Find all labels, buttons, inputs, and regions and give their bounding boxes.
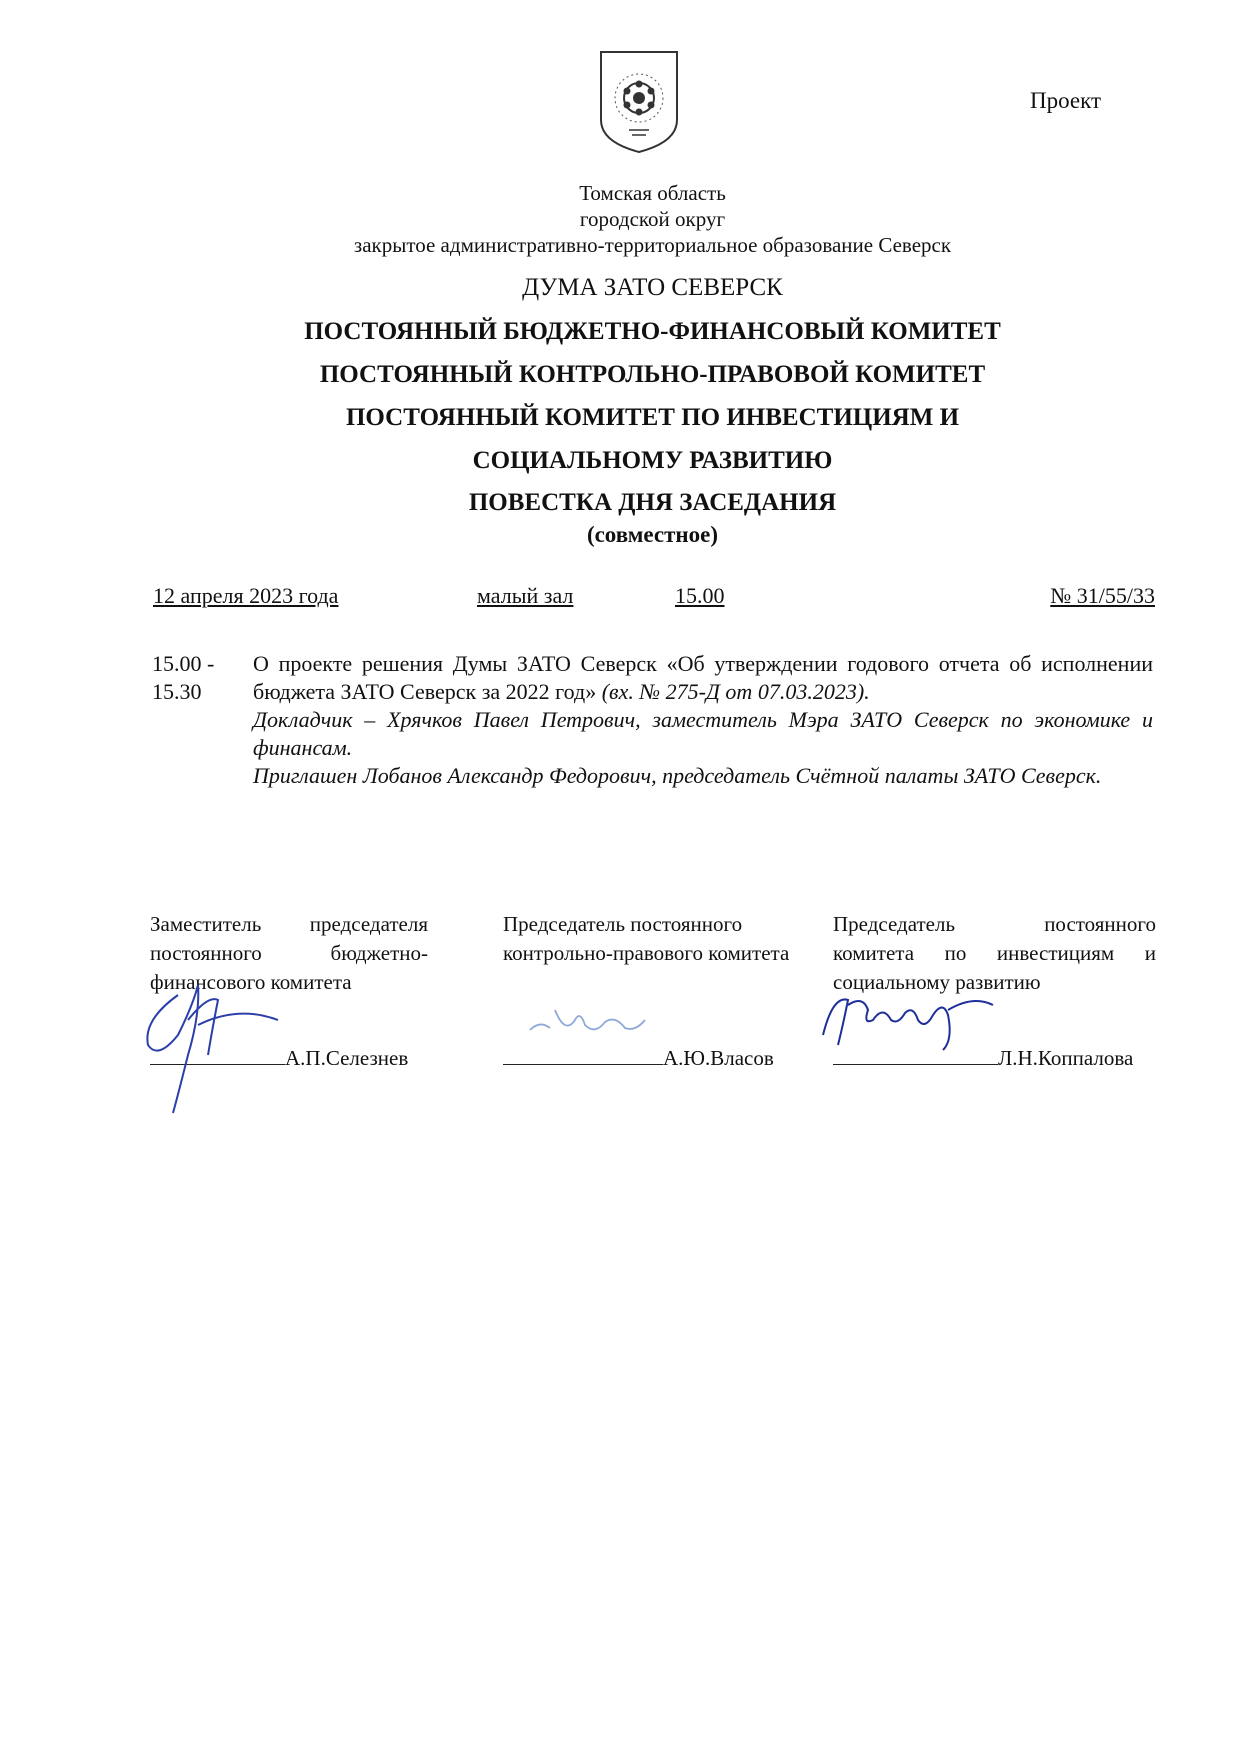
agenda-item-time-end: 15.30 xyxy=(152,679,202,704)
agenda-item-topic xyxy=(253,650,1153,706)
agenda-item-text: О проекте решения Думы ЗАТО Северск «Об утверждении годового отчета об исполнении бюджета ЗАТО Северск за 2022 год» xyxy=(253,651,1153,704)
committee-title-investment: ПОСТОЯННЫЙ КОМИТЕТ ПО ИНВЕСТИЦИЯМ И xyxy=(345,404,960,431)
header-region: Томская область xyxy=(579,181,726,205)
signature-line-2 xyxy=(503,1042,774,1073)
committee-title-budget: ПОСТОЯННЫЙ БЮДЖЕТНО-ФИНАНСОВЫЙ КОМИТЕТ xyxy=(304,318,1001,345)
signature-name-2: А.Ю.Власов xyxy=(663,1046,774,1070)
signature-underline xyxy=(150,1042,285,1065)
signature-line-3 xyxy=(833,1042,1133,1073)
meeting-time: 15.00 xyxy=(675,583,725,608)
agenda-item-reference: (вх. № 275-Д от 07.03.2023). xyxy=(601,679,870,704)
agenda-subheading: (совместное) xyxy=(586,522,719,547)
meeting-hall: малый зал xyxy=(477,583,574,608)
signature-position-1: Заместитель председателя постоянного бюджетно-финансового комитета xyxy=(150,912,428,994)
signature-position-2: Председатель постоянного контрольно-правового комитета xyxy=(503,912,790,965)
signature-name-1: А.П.Селезнев xyxy=(285,1046,409,1070)
header-district: городской округ xyxy=(579,207,726,231)
agenda-item xyxy=(253,650,1153,790)
signature-position-3: Председатель постоянного комитета по инвестициям и социальному развитию xyxy=(833,912,1156,994)
signature-name-3: Л.Н.Коппалова xyxy=(998,1046,1134,1070)
agenda-item-speaker: Докладчик – Хрячков Павел Петрович, заместитель Мэра ЗАТО Северск по экономике и финансам. xyxy=(253,707,1153,760)
agenda-heading: ПОВЕСТКА ДНЯ ЗАСЕДАНИЯ xyxy=(468,489,837,516)
signature-underline xyxy=(833,1042,998,1065)
agenda-item-time xyxy=(152,650,232,706)
agenda-item-time-start: 15.00 - xyxy=(152,651,215,676)
meeting-date: 12 апреля 2023 года xyxy=(153,583,339,608)
coat-of-arms-emblem xyxy=(597,50,681,154)
signature-underline xyxy=(503,1042,663,1065)
handwritten-signature-2 xyxy=(525,1000,650,1040)
committee-title-investment-cont: СОЦИАЛЬНОМУ РАЗВИТИЮ xyxy=(472,447,833,474)
header-duma: ДУМА ЗАТО СЕВЕРСК xyxy=(522,274,783,301)
agenda-item-invited: Приглашен Лобанов Александр Федорович, председатель Счётной палаты ЗАТО Северск. xyxy=(253,763,1102,788)
signature-line-1 xyxy=(150,1042,408,1073)
committee-title-legal: ПОСТОЯННЫЙ КОНТРОЛЬНО-ПРАВОВОЙ КОМИТЕТ xyxy=(319,361,986,388)
draft-label: Проект xyxy=(1030,88,1102,113)
header-zato: закрытое административно-территориальное образование Северск xyxy=(353,233,952,257)
meeting-number: № 31/55/33 xyxy=(1050,583,1155,608)
